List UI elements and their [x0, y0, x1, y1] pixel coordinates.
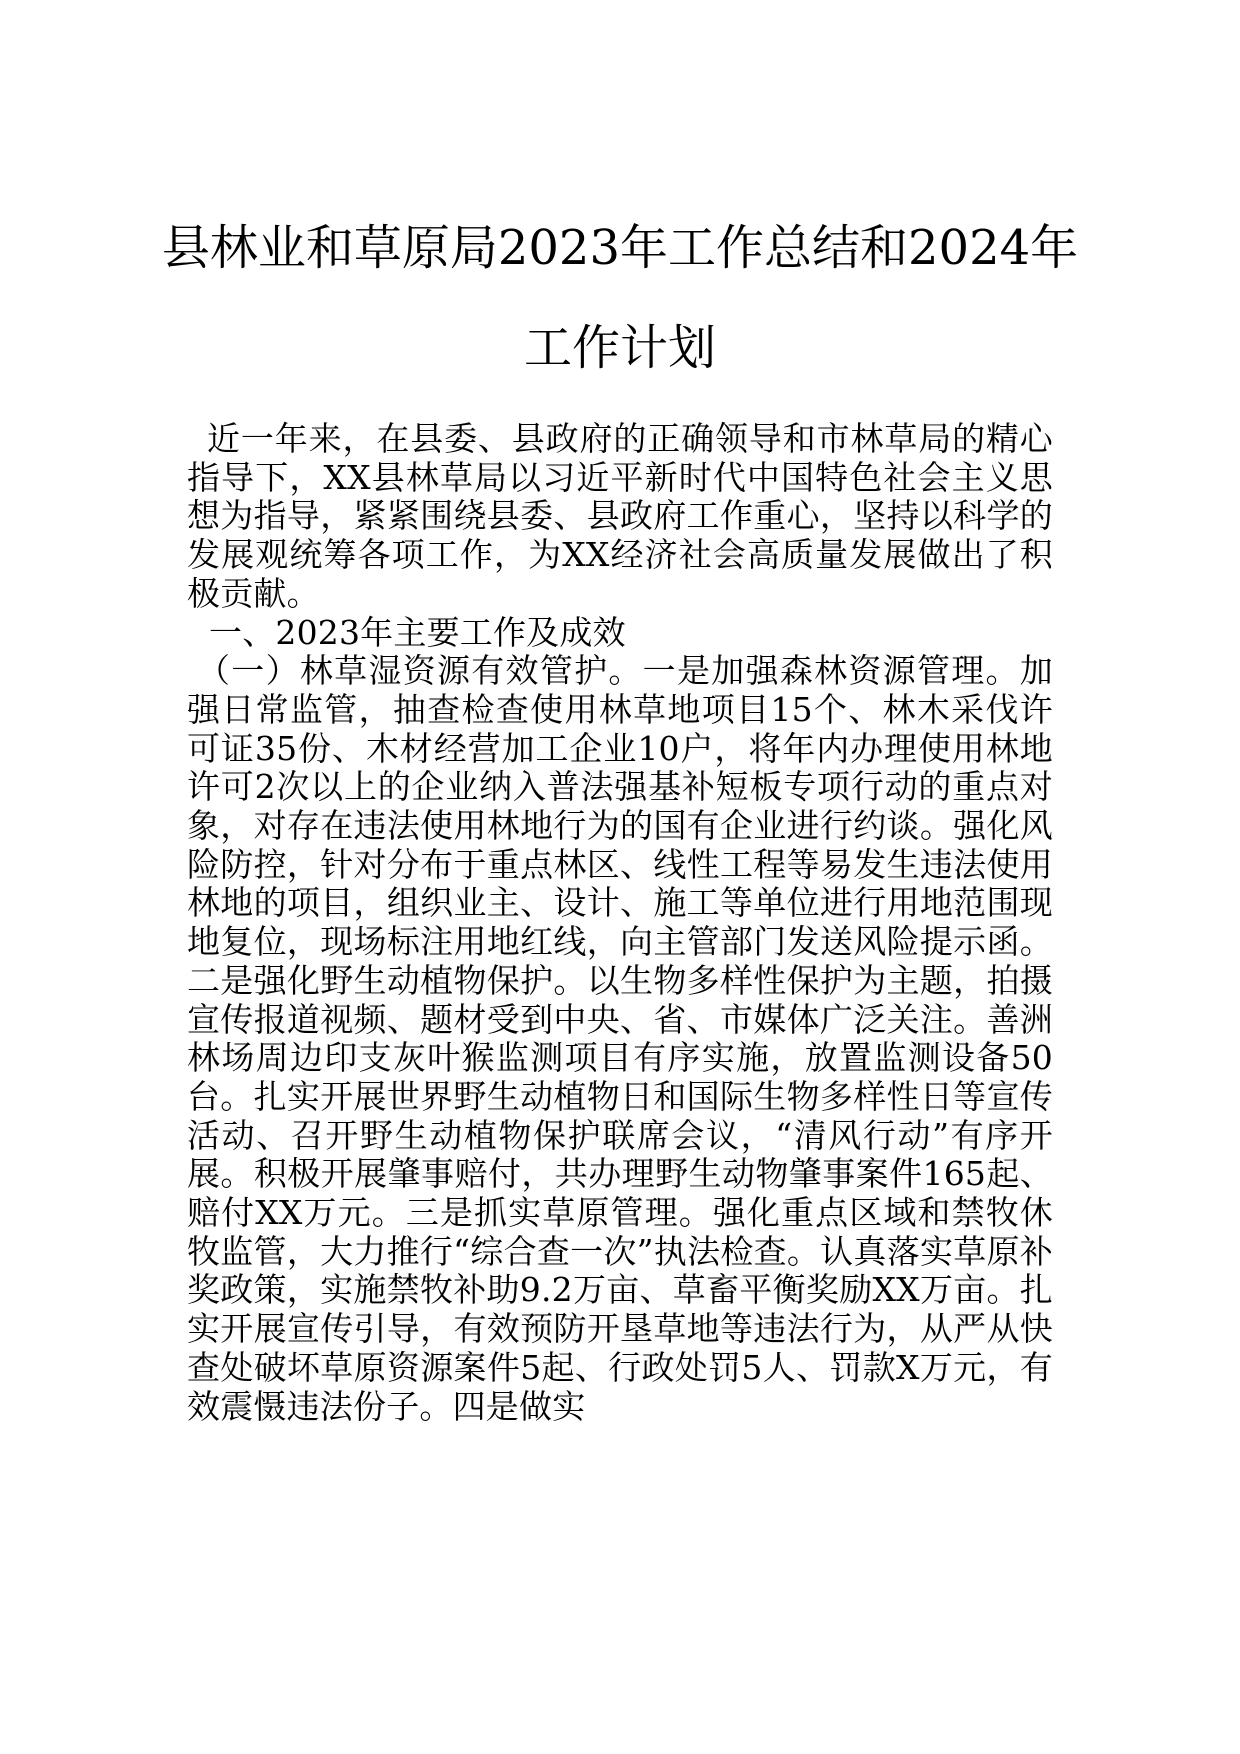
section-heading: 一、2023年主要工作及成效: [209, 612, 626, 652]
document-body: [187, 420, 1053, 1426]
body-paragraph: （一）林草湿资源有效管护。一是加强森林资源管理。加强日常监管，抽查检查使用林草地项目15个、林木采伐许可证35份、木材经营加工企业10户，将年内办理使用林地许可2次以上的企业纳入普法强基补短板专项行动的重点对象，对存在违法使用林地行为的国有企业进行约谈。强化风险防控，针对分布于重点林区、线性工程等易发生违法使用林地的项目，组织业主、设计、施工等单位进行用地范围现地复位，现场标注用地红线，向主管部门发送风险提示函。二是强化野生动植物保护。以生物多样性保护为主题，拍摄宣传报道视频、题材受到中央、省、市媒体广泛关注。善洲林场周边印支灰叶猴监测项目有序实施，放置监测设备50台。扎实开展世界野生动植物日和国际生物多样性日等宣传活动、召开野生动植物保护联席会议，“清风行动”有序开展。积极开展肇事赔付，共办理野生动物肇事案件165起、赔付XX万元。三是抓实草原管理。强化重点区域和禁牧休牧监管，大力推行“综合查一次”执法检查。认真落实草原补奖政策，实施禁牧补助9.2万亩、草畜平衡奖励XX万亩。扎实开展宣传引导，有效预防开垦草地等违法行为，从严从快查处破坏草原资源案件5起、行政处罚5人、罚款X万元，有效震慑违法份子。四是做实: [187, 651, 1053, 1426]
document-title: 县林业和草原局2023年工作总结和2024年工作计划: [161, 220, 1079, 376]
intro-paragraph: 近一年来，在县委、县政府的正确领导和市林草局的精心指导下，XX县林草局以习近平新时代中国特色社会主义思想为指导，紧紧围绕县委、县政府工作重心，坚持以科学的发展观统筹各项工作，为XX经济社会高质量发展做出了积极贡献。: [187, 419, 1053, 613]
